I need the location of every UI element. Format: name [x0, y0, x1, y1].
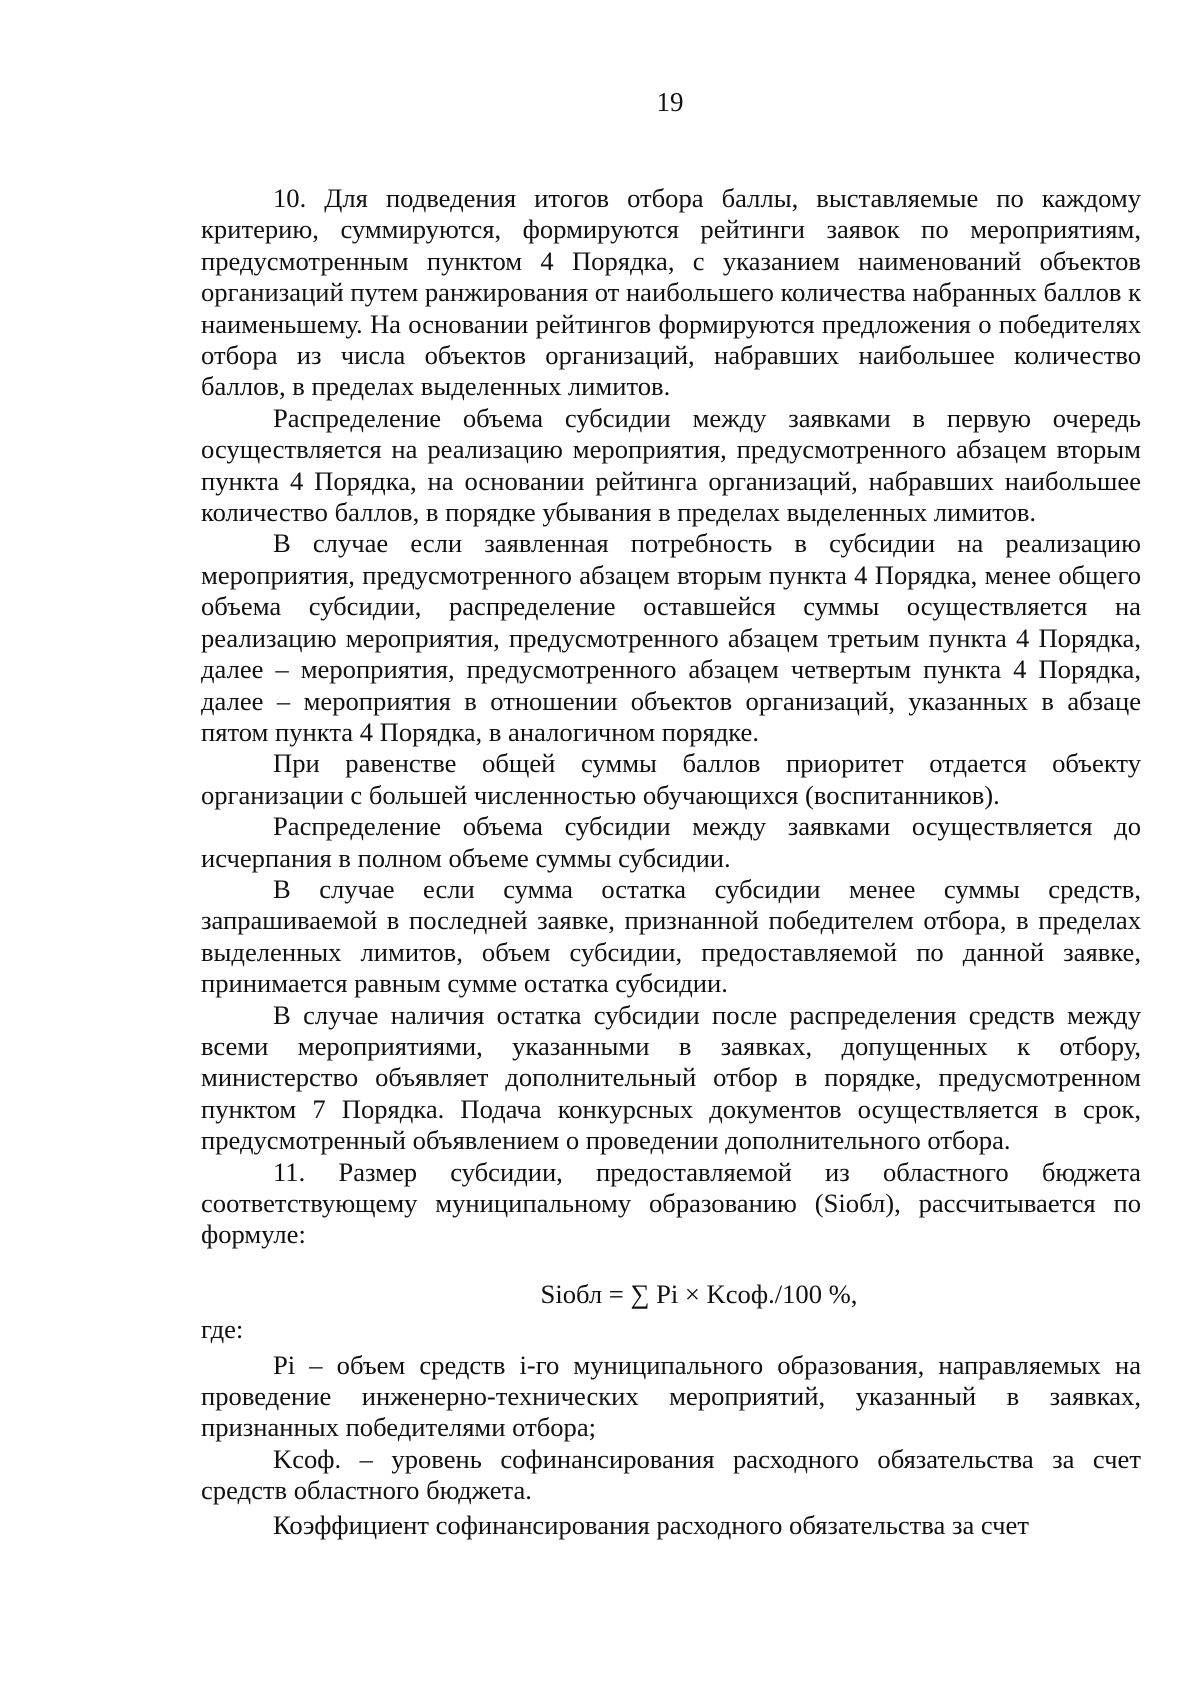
paragraph-remaining-amount: В случае если заявленная потребность в субсидии на реализацию мероприятия, предусмотренного абзацем вторым пункта 4 Порядка, менее общего объема субсидии, распределение оставшейся суммы осуществляется на реализацию мероприятия, предусмотренного абзацем третьим пункта 4 Порядка, далее – мероприятия, предусмотренного абзацем четвертым пункта 4 Порядка, далее – мероприятия в отношении объектов организаций, указанных в абзаце пятом пункта 4 Порядка, в аналогичном порядке. — [201, 528, 1141, 747]
paragraph-additional-selection: В случае наличия остатка субсидии после распределения средств между всеми мероприятиями, указанными в заявках, допущенных к отбору, министерство объявляет дополнительный отбор в порядке, предусмотренном пунктом 7 Порядка. Подача конкурсных документов осуществляется в срок, предусмотренный объявлением о проведении дополнительного отбора. — [201, 999, 1141, 1156]
paragraph-equal-scores: При равенстве общей суммы баллов приоритет отдается объекту организации с большей численностью обучающихся (воспитанников). — [201, 748, 1141, 810]
definition-ksof: Kсоф. – уровень софинансирования расходного обязательства за счет средств областного бюджета. — [201, 1443, 1141, 1506]
page-number: 19 — [656, 87, 684, 117]
subsidy-formula: Siобл = ∑ Pi × Kсоф./100 %, — [540, 1278, 858, 1309]
where-label: где: — [201, 1314, 244, 1345]
paragraph-exhaustion: Распределение объема субсидии между заявками осуществляется до исчерпания в полном объеме суммы субсидии. — [201, 811, 1141, 873]
paragraph-10: 10. Для подведения итогов отбора баллы, выставляемые по каждому критерию, суммируются, формируются рейтинги заявок по мероприятиям, предусмотренным пунктом 4 Порядка, с указанием наименований объектов организаций путем ранжирования от наибольшего количества набранных баллов к наименьшему. На основании рейтингов формируются предложения о победителях отбора из числа объектов организаций, набравших наибольшее количество баллов, в пределах выделенных лимитов. — [201, 183, 1141, 402]
paragraph-11: 11. Размер субсидии, предоставляемой из областного бюджета соответствующему муниципальному образованию (Siобл), рассчитывается по формуле: — [201, 1156, 1141, 1250]
paragraph-remainder-less: В случае если сумма остатка субсидии менее суммы средств, запрашиваемой в последней заявке, признанной победителем отбора, в пределах выделенных лимитов, объем субсидии, предоставляемой по данной заявке, принимается равным сумме остатка субсидии. — [201, 873, 1141, 999]
paragraph-distribution-priority: Распределение объема субсидии между заявками в первую очередь осуществляется на реализацию мероприятия, предусмотренного абзацем вторым пункта 4 Порядка, на основании рейтинга организаций, набравших наибольшее количество баллов, в порядке убывания в пределах выделенных лимитов. — [201, 402, 1141, 528]
document-body — [201, 183, 1141, 1541]
paragraph-cofinancing-coefficient: Коэффициент софинансирования расходного обязательства за счет — [273, 1509, 1029, 1540]
definition-pi: Pi – объем средств i-го муниципального образования, направляемых на проведение инженерно-технических мероприятий, указанный в заявках, признанных победителями отбора; — [201, 1349, 1141, 1443]
